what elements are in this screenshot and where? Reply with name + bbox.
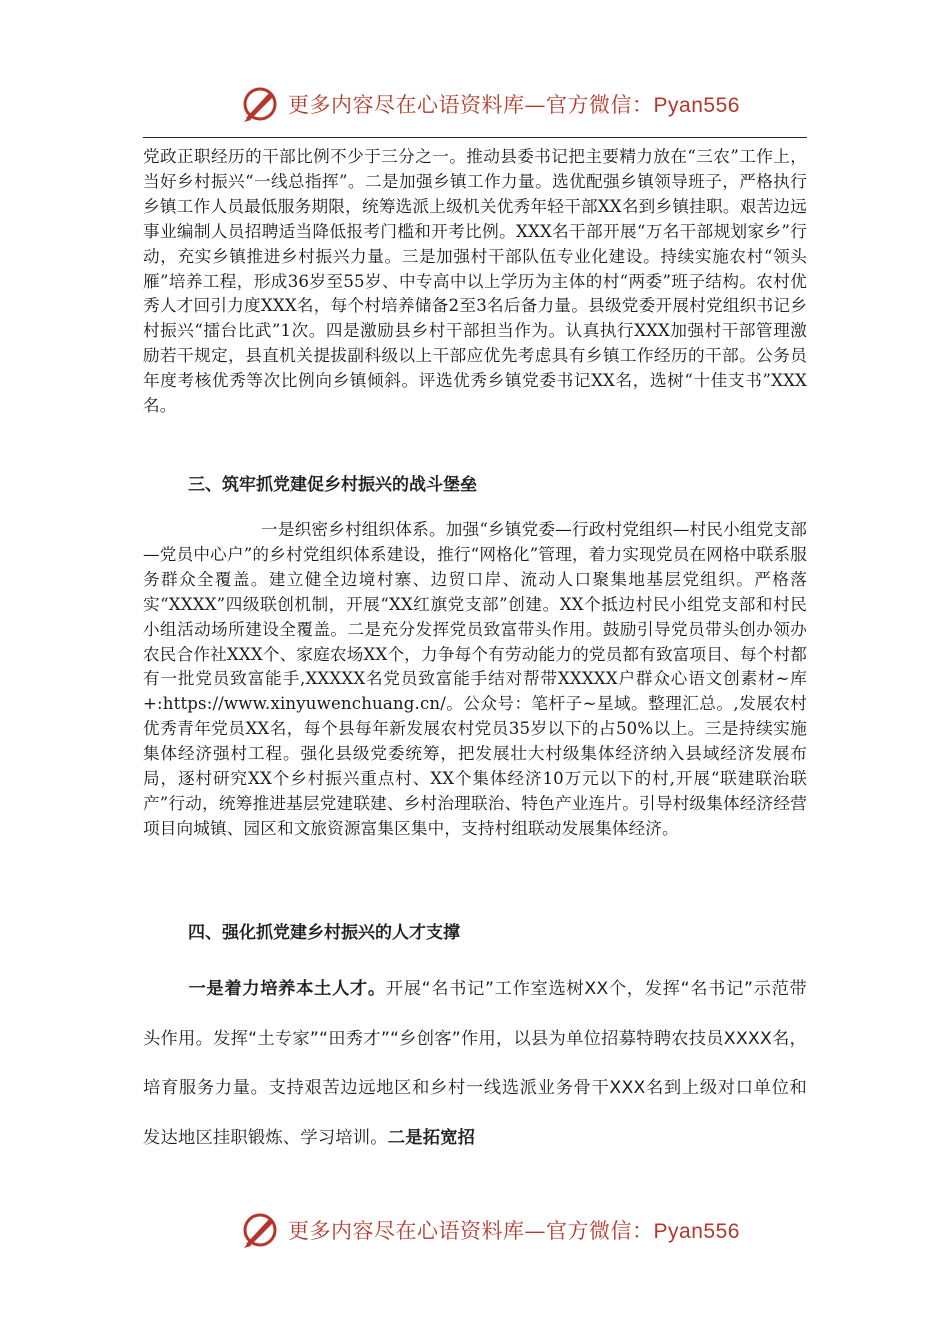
section4-text: 开展“名书记”工作室选树XX个，发挥“名书记”示范带头作用。发挥“土专家”“田秀才”“乡创客”作用，以县为单位招募特聘农技员XXXX名，培育服务力量。支持艰苦边远地区和乡村一线选派业务骨干XXX名到上级对口单位和发达地区挂职锻炼、学习培训。: [143, 979, 807, 1148]
section3-body: [143, 518, 807, 842]
header-banner-text: 更多内容尽在心语资料库—官方微信：Pyan556: [288, 93, 740, 117]
pen-logo-icon: [240, 84, 280, 124]
section3-heading: 三、筑牢抓党建促乡村振兴的战斗堡垒: [188, 475, 477, 495]
header-divider: [143, 137, 807, 138]
section4-body: [143, 965, 807, 1163]
section4-heading: 四、强化抓党建乡村振兴的人才支撑: [188, 923, 460, 943]
footer-banner-text: 更多内容尽在心语资料库—官方微信：Pyan556: [288, 1219, 740, 1243]
footer-banner: [0, 1210, 950, 1250]
section4-lead-bold: 一是着力培养本土人才。: [188, 979, 386, 999]
section4-tail-bold: 二是拓宽招: [387, 1127, 476, 1148]
section2-continuation: [143, 145, 807, 419]
section4-paragraph: [143, 965, 807, 1163]
pen-logo-icon: [240, 1210, 280, 1250]
section2-paragraph: 党政正职经历的干部比例不少于三分之一。推动县委书记把主要精力放在“三农”工作上，当好乡村振兴“一线总指挥”。二是加强乡镇工作力量。选优配强乡镇领导班子，严格执行乡镇工作人员最低服务期限，统筹选派上级机关优秀年轻干部XX名到乡镇挂职。艰苦边远事业编制人员招聘适当降低报考门槛和开考比例。XXX名干部开展“万名干部规划家乡”行动，充实乡镇推进乡村振兴力量。三是加强村干部队伍专业化建设。持续实施农村“领头雁”培养工程，形成36岁至55岁、中专高中以上学历为主体的村“两委”班子结构。农村优秀人才回引力度XXX名，每个村培养储备2至3名后备力量。县级党委开展村党组织书记乡村振兴“擂台比武”1次。四是激励县乡村干部担当作为。认真执行XXX加强村干部管理激励若干规定，县直机关提拔副科级以上干部应优先考虑具有乡镇工作经历的干部。公务员年度考核优秀等次比例向乡镇倾斜。评选优秀乡镇党委书记XX名，选树“十佳支书”XXX名。: [143, 147, 807, 416]
header-banner: [0, 84, 950, 124]
section3-paragraph: 一是织密乡村组织体系。加强“乡镇党委—行政村党组织—村民小组党支部—党员中心户”的乡村党组织体系建设，推行“网格化”管理，着力实现党员在网格中联系服务群众全覆盖。建立健全边境村寨、边贸口岸、流动人口聚集地基层党组织。严格落实“XXXX”四级联创机制，开展“XX红旗党支部”创建。XX个抵边村民小组党支部和村民小组活动场所建设全覆盖。二是充分发挥党员致富带头作用。鼓励引导党员带头创办领办农民合作社XXX个、家庭农场XX个，力争每个有劳动能力的党员都有致富项目、每个村都有一批党员致富能手,XXXXX名党员致富能手结对帮带XXXXX户群众心语文创素材~库+:https://www.xinyuwenchuang.cn/。公众号：笔杆子~星域。整理汇总。,发展农村优秀青年党员XX名，每个县每年新发展农村党员35岁以下的占50%以上。三是持续实施集体经济强村工程。强化县级党委统筹，把发展壮大村级集体经济纳入县域经济发展布局，逐村研究XX个乡村振兴重点村、XX个集体经济10万元以下的村,开展“联建联治联产”行动，统筹推进基层党建联建、乡村治理联治、特色产业连片。引导村级集体经济经营项目向城镇、园区和文旅资源富集区集中，支持村组联动发展集体经济。: [143, 520, 807, 838]
